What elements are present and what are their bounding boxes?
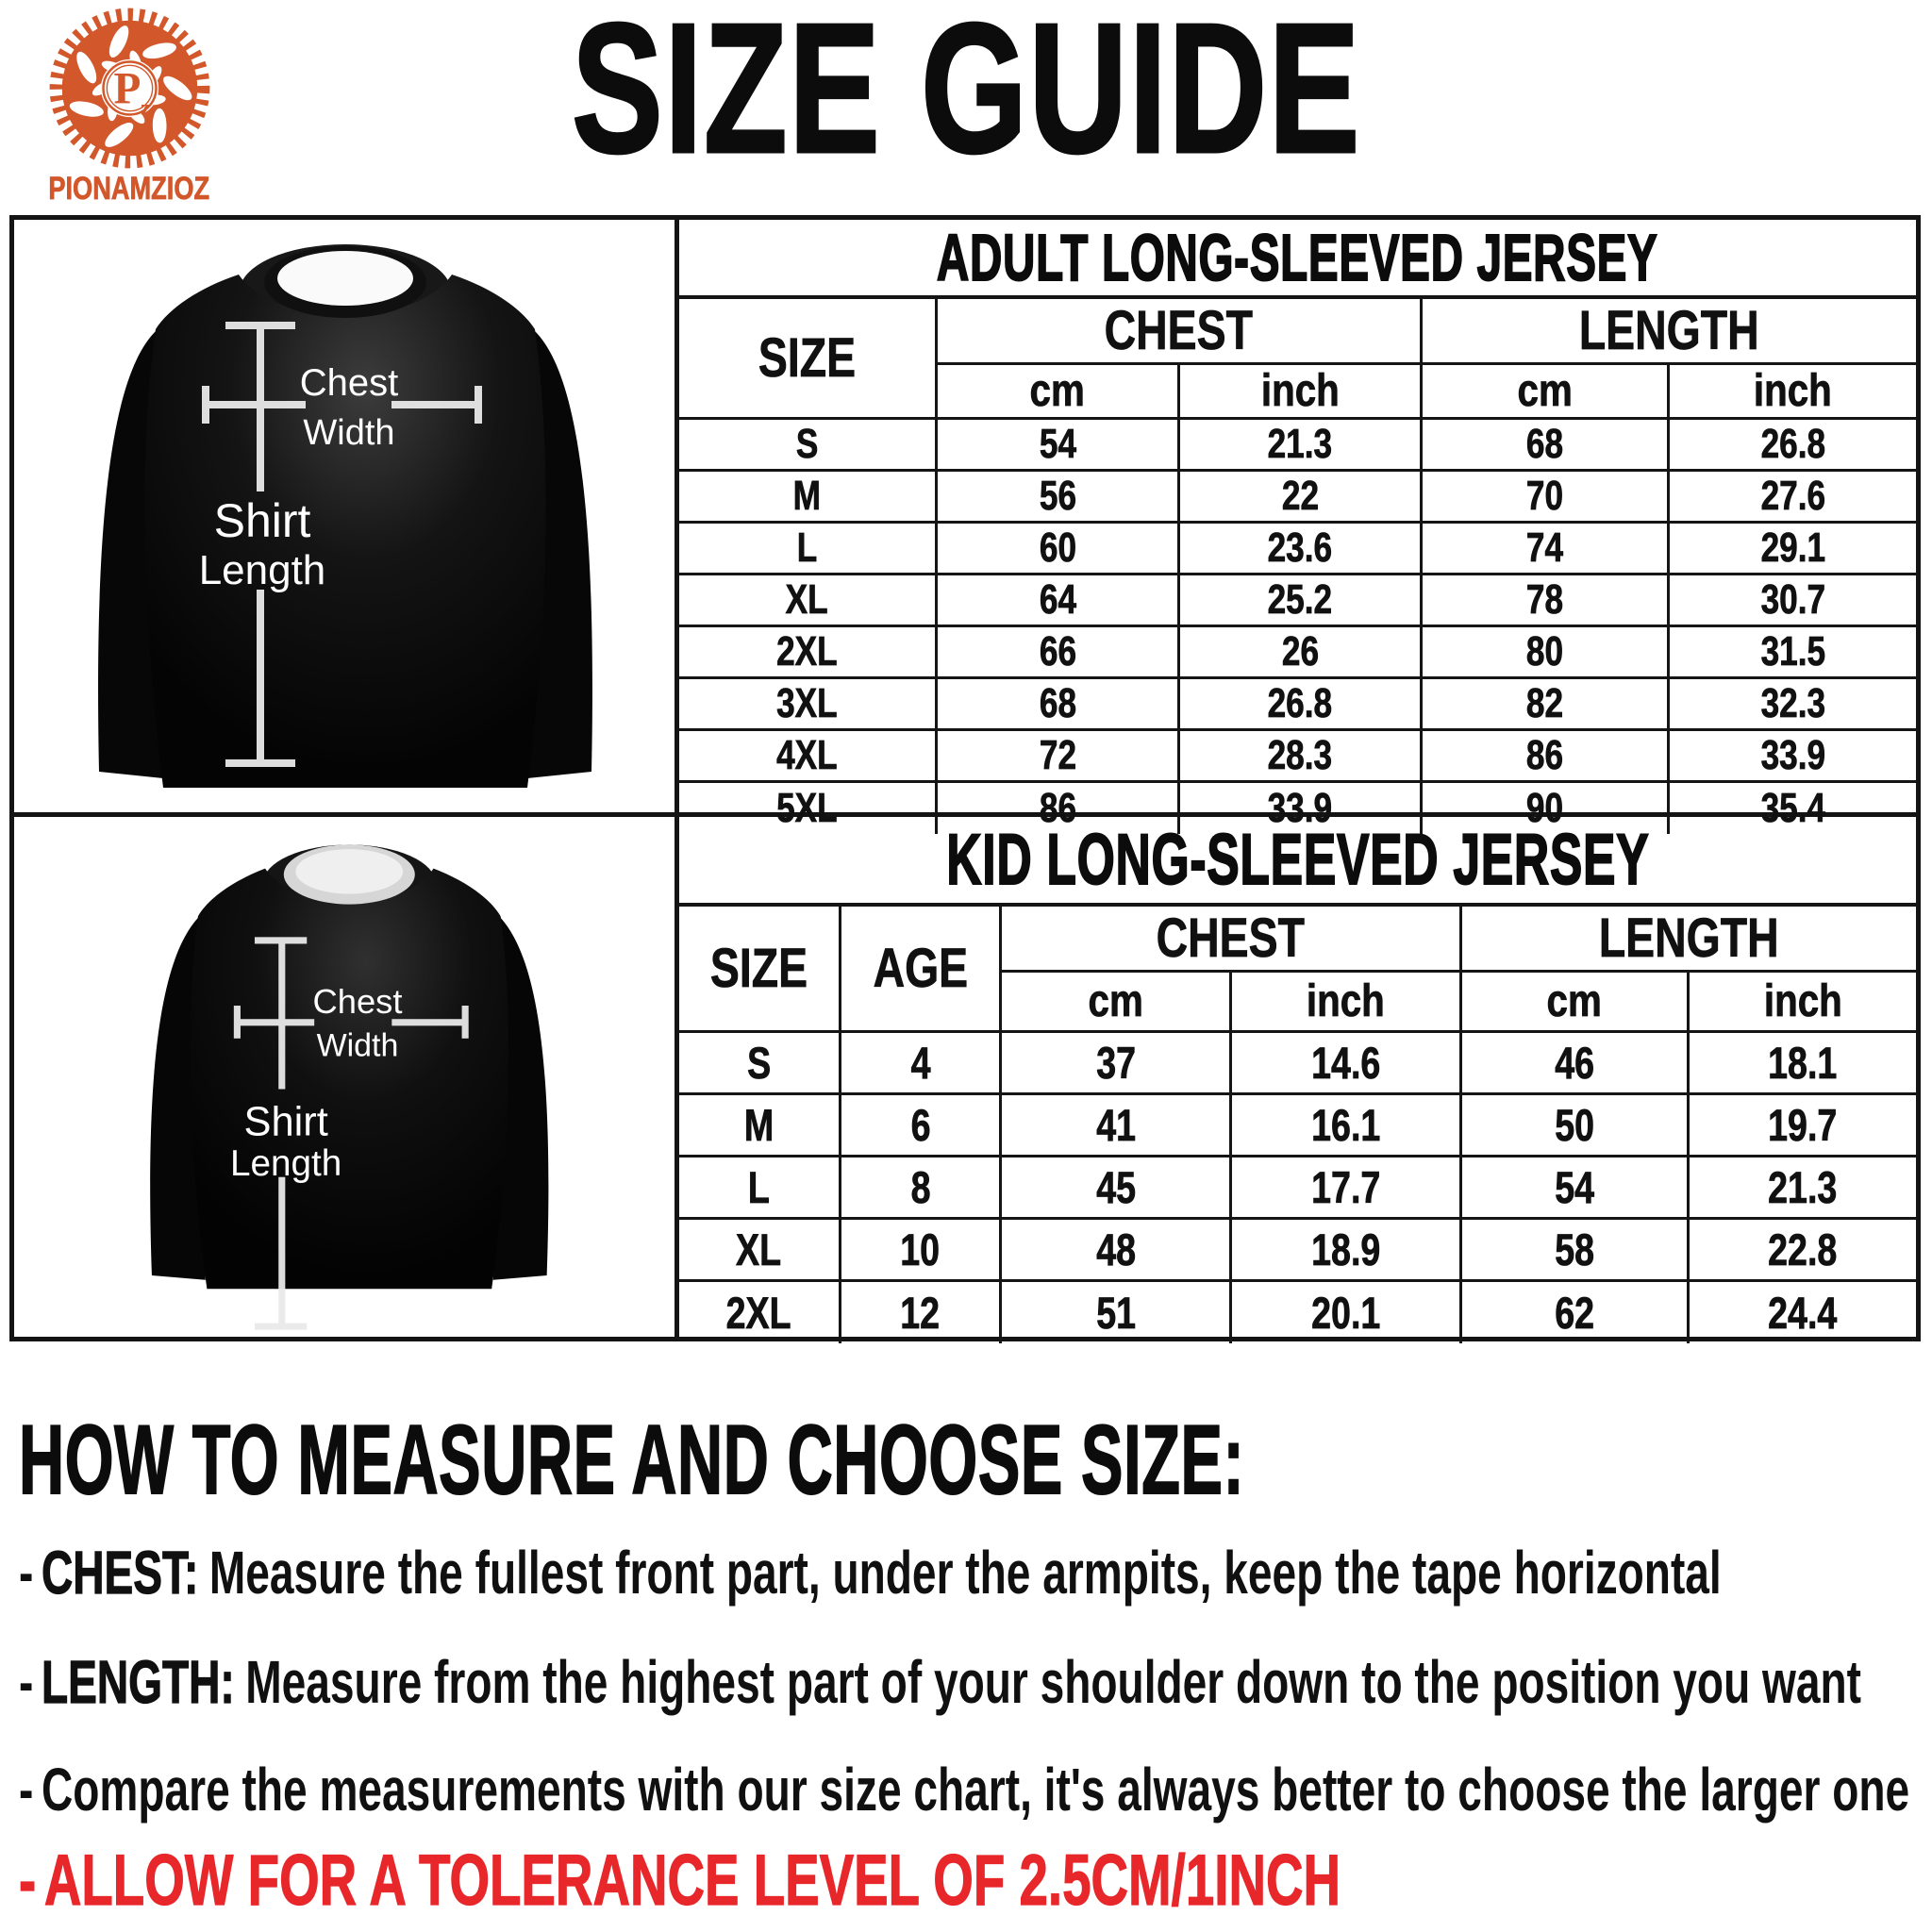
chest-inch-cell: 26 (1179, 626, 1422, 678)
adult-col-size: SIZE (679, 297, 937, 419)
size-chart-box (9, 215, 1921, 1341)
table-row (679, 575, 1916, 626)
length-inch-cell: 29.1 (1669, 523, 1916, 575)
adult-col-length: LENGTH (1422, 297, 1916, 364)
kid-unit-chest-inch: inch (1231, 972, 1461, 1032)
chest-width-label-top: Chest (299, 362, 399, 404)
chest-inch-cell: 26.8 (1179, 678, 1422, 730)
bullet-dash: - (19, 1648, 34, 1716)
table-row (679, 626, 1916, 678)
table-row (679, 1032, 1916, 1094)
adult-table-section (679, 220, 1916, 831)
age-cell: 10 (840, 1219, 1000, 1281)
size-cell: 4XL (679, 730, 937, 782)
kid-jersey-image (14, 817, 675, 1341)
kid-unit-chest-cm: cm (1001, 972, 1231, 1032)
chest-inch-cell: 20.1 (1231, 1281, 1461, 1343)
chest-inch-cell: 22 (1179, 471, 1422, 523)
chest-width-label-top: Chest (312, 981, 403, 1021)
size-cell: S (679, 419, 937, 471)
adult-unit-length-cm: cm (1422, 364, 1669, 419)
length-cm-cell: 86 (1422, 730, 1669, 782)
adult-col-chest: CHEST (937, 297, 1422, 364)
chest-cm-cell: 54 (937, 419, 1179, 471)
length-cm-cell: 82 (1422, 678, 1669, 730)
length-cm-cell: 80 (1422, 626, 1669, 678)
how-to-bullet-tolerance (19, 1841, 1855, 1921)
length-inch-cell: 24.4 (1689, 1281, 1916, 1343)
adult-jersey-image (14, 220, 675, 808)
size-cell: M (679, 1094, 840, 1157)
chest-cm-cell: 60 (937, 523, 1179, 575)
bullet-text: Compare the measurements with our size chart, it's always better to choose the larger one (41, 1756, 1910, 1824)
age-cell: 12 (840, 1281, 1000, 1343)
size-cell: 5XL (679, 782, 937, 834)
length-inch-cell: 30.7 (1669, 575, 1916, 626)
chest-inch-cell: 25.2 (1179, 575, 1422, 626)
page-title: SIZE GUIDE (571, 0, 1361, 192)
size-cell: L (679, 523, 937, 575)
length-cm-cell: 62 (1461, 1281, 1689, 1343)
chest-cm-cell: 68 (937, 678, 1179, 730)
length-cm-cell: 74 (1422, 523, 1669, 575)
adult-unit-length-inch: inch (1669, 364, 1916, 419)
length-inch-cell: 19.7 (1689, 1094, 1916, 1157)
chest-cm-cell: 66 (937, 626, 1179, 678)
length-cm-cell: 90 (1422, 782, 1669, 834)
age-cell: 4 (840, 1032, 1000, 1094)
chest-cm-cell: 72 (937, 730, 1179, 782)
brand-name: PIONAMZIOZ (48, 171, 210, 207)
chest-cm-cell: 86 (937, 782, 1179, 834)
shirt-length-label-top: Shirt (213, 494, 311, 547)
bullet-text: Measure from the highest part of your shoulder down to the position you want (245, 1648, 1861, 1716)
length-cm-cell: 78 (1422, 575, 1669, 626)
chest-width-label-bottom: Width (316, 1027, 399, 1064)
length-cm-cell: 54 (1461, 1157, 1689, 1219)
length-cm-cell: 58 (1461, 1219, 1689, 1281)
adult-shirt-diagram (14, 220, 675, 817)
tables-column (679, 220, 1916, 1337)
bullet-dash: - (19, 1756, 34, 1824)
chest-cm-cell: 48 (1001, 1219, 1231, 1281)
shirt-length-label-bottom: Length (198, 547, 326, 593)
kid-shirt-diagram (14, 817, 675, 1337)
shirt-diagram-column (14, 220, 679, 1337)
table-row (679, 523, 1916, 575)
table-row (679, 1094, 1916, 1157)
chest-inch-cell: 14.6 (1231, 1032, 1461, 1094)
table-row (679, 678, 1916, 730)
chest-cm-cell: 37 (1001, 1032, 1231, 1094)
length-cm-cell: 50 (1461, 1094, 1689, 1157)
size-cell: S (679, 1032, 840, 1094)
bullet-dash: - (19, 1840, 37, 1921)
size-cell: XL (679, 575, 937, 626)
length-cm-cell: 46 (1461, 1032, 1689, 1094)
length-cm-cell: 68 (1422, 419, 1669, 471)
table-row (679, 419, 1916, 471)
shirt-length-label-bottom: Length (229, 1143, 342, 1185)
kid-unit-length-cm: cm (1461, 972, 1689, 1032)
size-cell: L (679, 1157, 840, 1219)
adult-table-title: ADULT LONG-SLEEVED JERSEY (679, 220, 1916, 297)
length-inch-cell: 33.9 (1669, 730, 1916, 782)
chest-inch-cell: 17.7 (1231, 1157, 1461, 1219)
kid-col-age: AGE (840, 905, 1000, 1032)
adult-unit-chest-cm: cm (937, 364, 1179, 419)
adult-unit-chest-inch: inch (1179, 364, 1422, 419)
kid-size-table (679, 817, 1916, 1343)
table-row (679, 730, 1916, 782)
chest-inch-cell: 16.1 (1231, 1094, 1461, 1157)
length-inch-cell: 21.3 (1689, 1157, 1916, 1219)
chest-width-label-bottom: Width (303, 413, 395, 453)
length-inch-cell: 26.8 (1669, 419, 1916, 471)
size-cell: 2XL (679, 1281, 840, 1343)
age-cell: 8 (840, 1157, 1000, 1219)
table-row (679, 471, 1916, 523)
size-cell: 2XL (679, 626, 937, 678)
length-inch-cell: 22.8 (1689, 1219, 1916, 1281)
kid-table-section (679, 817, 1916, 1337)
adult-size-table (679, 220, 1916, 834)
chest-cm-cell: 45 (1001, 1157, 1231, 1219)
chest-inch-cell: 28.3 (1179, 730, 1422, 782)
kid-col-size: SIZE (679, 905, 840, 1032)
chest-cm-cell: 56 (937, 471, 1179, 523)
length-inch-cell: 35.4 (1669, 782, 1916, 834)
bullet-label: LENGTH: (41, 1648, 235, 1716)
bullet-text: Measure the fullest front part, under the armpits, keep the tape horizontal (208, 1539, 1722, 1607)
length-inch-cell: 27.6 (1669, 471, 1916, 523)
chest-cm-cell: 41 (1001, 1094, 1231, 1157)
bullet-dash: - (19, 1539, 34, 1607)
shirt-length-label-top: Shirt (243, 1099, 328, 1145)
kid-col-chest: CHEST (1001, 905, 1461, 972)
length-cm-cell: 70 (1422, 471, 1669, 523)
monogram-letter: P (112, 64, 141, 114)
chest-inch-cell: 18.9 (1231, 1219, 1461, 1281)
how-to-bullet-length (19, 1649, 1932, 1715)
kid-unit-length-inch: inch (1689, 972, 1916, 1032)
chest-inch-cell: 33.9 (1179, 782, 1422, 834)
chest-inch-cell: 21.3 (1179, 419, 1422, 471)
bullet-label: CHEST: (41, 1539, 199, 1607)
length-inch-cell: 32.3 (1669, 678, 1916, 730)
size-cell: XL (679, 1219, 840, 1281)
table-row (679, 1219, 1916, 1281)
monogram-sub-letter: z (140, 95, 150, 120)
size-cell: 3XL (679, 678, 937, 730)
chest-inch-cell: 23.6 (1179, 523, 1422, 575)
chest-cm-cell: 64 (937, 575, 1179, 626)
bullet-text: ALLOW FOR A TOLERANCE LEVEL OF 2.5CM/1INCH (43, 1840, 1341, 1921)
how-to-heading: HOW TO MEASURE AND CHOOSE SIZE: (19, 1406, 1245, 1515)
table-row (679, 1281, 1916, 1343)
length-inch-cell: 18.1 (1689, 1032, 1916, 1094)
length-inch-cell: 31.5 (1669, 626, 1916, 678)
how-to-bullet-chest (19, 1540, 1932, 1606)
age-cell: 6 (840, 1094, 1000, 1157)
table-row (679, 1157, 1916, 1219)
how-to-bullet-compare (19, 1757, 1932, 1823)
kid-col-length: LENGTH (1461, 905, 1916, 972)
size-cell: M (679, 471, 937, 523)
chest-cm-cell: 51 (1001, 1281, 1231, 1343)
kid-table-title: KID LONG-SLEEVED JERSEY (679, 817, 1916, 905)
